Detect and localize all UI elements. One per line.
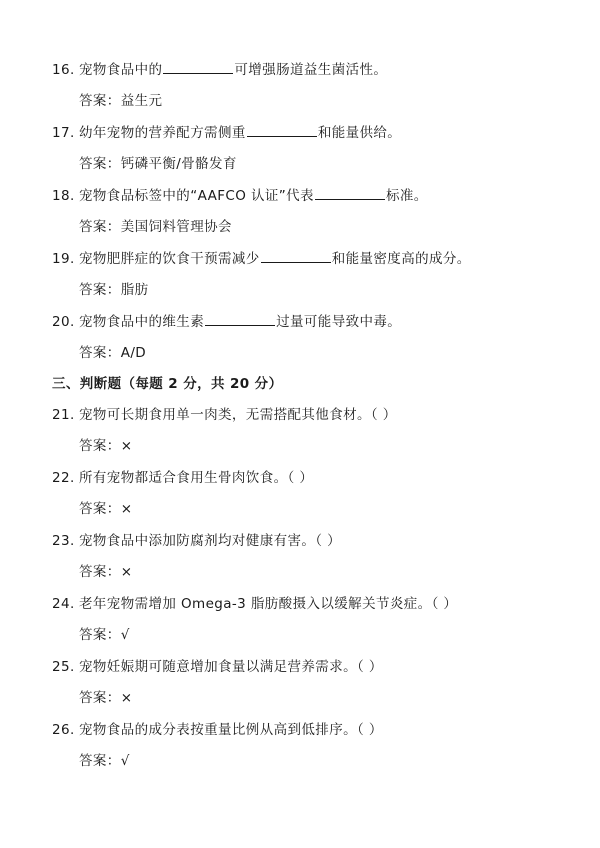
question-25 [52, 657, 383, 677]
question-text: 宠物食品中添加防腐剂均对健康有害。（ ） [79, 533, 342, 549]
question-number: 21. [52, 407, 75, 423]
question-text-pre: 宠物食品中的 [79, 62, 163, 78]
question-text-pre: 宠物食品中的维生素 [79, 314, 205, 330]
answer-blank [205, 311, 275, 326]
question-number: 16. [52, 62, 75, 78]
answer-label: 答案： [79, 282, 121, 298]
question-text-pre: 幼年宠物的营养配方需侧重 [79, 125, 246, 141]
answer-label: 答案： [79, 753, 121, 769]
answer-26 [79, 751, 130, 771]
answer-blank [163, 59, 233, 74]
answer-value: A/D [120, 345, 147, 361]
question-number: 23. [52, 533, 75, 549]
question-text: 老年宠物需增加 Omega-3 脂肪酸摄入以缓解关节炎症。（ ） [79, 596, 458, 612]
question-text: 宠物可长期食用单一肉类，无需搭配其他食材。（ ） [79, 407, 397, 423]
answer-label: 答案： [79, 345, 121, 361]
answer-25 [79, 688, 132, 708]
answer-value: 钙磷平衡/骨骼发育 [120, 156, 237, 172]
section-heading: 三、判断题（每题 2 分，共 20 分） [52, 376, 283, 392]
question-text-pre: 宠物肥胖症的饮食干预需减少 [79, 251, 260, 267]
answer-label: 答案： [79, 627, 121, 643]
answer-label: 答案： [79, 156, 121, 172]
answer-value: × [120, 438, 133, 454]
answer-label: 答案： [79, 219, 121, 235]
question-21 [52, 405, 397, 425]
question-20 [52, 311, 401, 332]
answer-label: 答案： [79, 690, 121, 706]
question-17 [52, 122, 401, 143]
question-text: 所有宠物都适合食用生骨肉饮食。（ ） [79, 470, 314, 486]
answer-18 [79, 217, 232, 237]
answer-blank [315, 185, 385, 200]
answer-19 [79, 280, 149, 300]
question-number: 25. [52, 659, 75, 675]
answer-17 [79, 154, 237, 174]
question-number: 22. [52, 470, 75, 486]
question-text-post: 和能量密度高的成分。 [331, 251, 471, 267]
question-text-post: 可增强肠道益生菌活性。 [234, 62, 388, 78]
question-number: 19. [52, 251, 75, 267]
question-23 [52, 531, 341, 551]
answer-value: √ [120, 627, 130, 643]
answer-blank [247, 122, 317, 137]
question-text-post: 和能量供给。 [317, 125, 402, 141]
question-22 [52, 468, 313, 488]
answer-value: 脂肪 [120, 282, 149, 298]
answer-value: × [120, 501, 133, 517]
answer-24 [79, 625, 130, 645]
answer-label: 答案： [79, 93, 121, 109]
answer-blank [261, 248, 331, 263]
answer-label: 答案： [79, 501, 121, 517]
question-text: 宠物妊娠期可随意增加食量以满足营养需求。（ ） [79, 659, 383, 675]
answer-value: 美国饲料管理协会 [120, 219, 232, 235]
question-number: 20. [52, 314, 75, 330]
answer-21 [79, 436, 132, 456]
answer-22 [79, 499, 132, 519]
answer-value: × [120, 564, 133, 580]
question-18 [52, 185, 428, 206]
question-24 [52, 594, 457, 614]
answer-value: × [120, 690, 133, 706]
question-26 [52, 720, 383, 740]
question-text-post: 过量可能导致中毒。 [276, 314, 402, 330]
question-text-post: 标准。 [385, 188, 428, 204]
answer-label: 答案： [79, 438, 121, 454]
question-19 [52, 248, 471, 269]
question-number: 24. [52, 596, 75, 612]
question-16 [52, 59, 387, 80]
answer-16 [79, 91, 162, 111]
answer-label: 答案： [79, 564, 121, 580]
question-number: 26. [52, 722, 75, 738]
question-number: 17. [52, 125, 75, 141]
question-number: 18. [52, 188, 75, 204]
answer-20 [79, 343, 146, 363]
question-text: 宠物食品的成分表按重量比例从高到低排序。（ ） [79, 722, 383, 738]
answer-value: √ [120, 753, 130, 769]
answer-value: 益生元 [120, 93, 163, 109]
question-text-pre: 宠物食品标签中的“AAFCO 认证”代表 [79, 188, 314, 204]
answer-23 [79, 562, 132, 582]
